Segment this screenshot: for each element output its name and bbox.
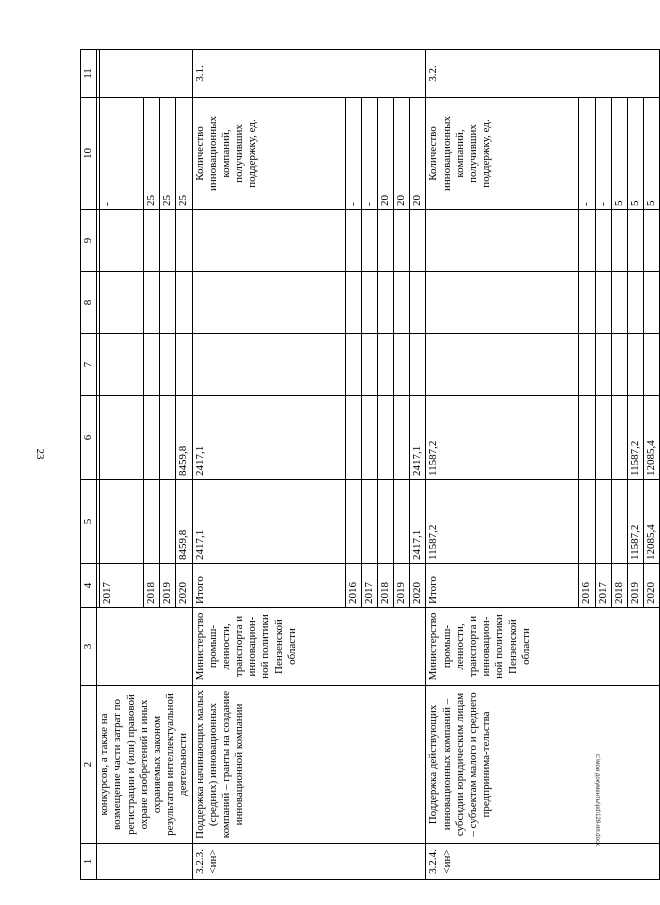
value-cell-6 bbox=[100, 396, 144, 480]
value-cell-7 bbox=[394, 334, 410, 396]
value-cell-9 bbox=[410, 210, 426, 272]
indicator-name-cell: Количество инновационных компаний, получивших поддержку, ед. bbox=[192, 98, 345, 210]
header-cell: 3 bbox=[81, 608, 97, 686]
year-cell: 2016 bbox=[345, 564, 361, 608]
item-name-cell: Поддержка действующих инновационных компаний – субсидии юридическим лицам – субъектам малого и среднего предпринима-тельства bbox=[426, 686, 660, 844]
year-cell: 2019 bbox=[628, 564, 644, 608]
value-cell-9 bbox=[345, 210, 361, 272]
value-cell-9 bbox=[628, 210, 644, 272]
value-cell-5 bbox=[611, 480, 627, 564]
total-value-cell-5: 2417,1 bbox=[192, 480, 345, 564]
value-cell-7 bbox=[611, 334, 627, 396]
value-cell-8 bbox=[579, 272, 595, 334]
value-cell-7 bbox=[410, 334, 426, 396]
value-cell-8 bbox=[345, 272, 361, 334]
value-cell-7 bbox=[176, 334, 192, 396]
header-cell: 7 bbox=[81, 334, 97, 396]
value-cell-8 bbox=[176, 272, 192, 334]
year-cell: 2018 bbox=[611, 564, 627, 608]
value-cell-5: 11587,2 bbox=[628, 480, 644, 564]
value-cell-7 bbox=[628, 334, 644, 396]
value-cell-5 bbox=[361, 480, 377, 564]
value-cell-6 bbox=[611, 396, 627, 480]
indicator-value-cell: - bbox=[100, 98, 144, 210]
indicator-value-cell: 20 bbox=[394, 98, 410, 210]
year-cell: 2017 bbox=[100, 564, 144, 608]
indicator-value-cell: 20 bbox=[377, 98, 393, 210]
page-number: 23 bbox=[34, 448, 46, 460]
value-cell-9 bbox=[100, 210, 144, 272]
value-cell-6: 8459,8 bbox=[176, 396, 192, 480]
value-cell-8 bbox=[394, 272, 410, 334]
value-cell-7 bbox=[100, 334, 144, 396]
ref-cell bbox=[100, 50, 192, 98]
value-cell-5 bbox=[377, 480, 393, 564]
value-cell-6 bbox=[361, 396, 377, 480]
value-cell-5 bbox=[345, 480, 361, 564]
value-cell-9 bbox=[644, 210, 660, 272]
header-cell: 11 bbox=[81, 50, 97, 98]
item-tag: <ин> bbox=[206, 849, 219, 874]
value-cell-7 bbox=[160, 334, 176, 396]
value-cell-8 bbox=[100, 272, 144, 334]
value-cell-8 bbox=[361, 272, 377, 334]
year-cell: 2019 bbox=[160, 564, 176, 608]
total-label-cell: Итого bbox=[426, 564, 579, 608]
total-value-cell-6: 11587,2 bbox=[426, 396, 579, 480]
indicator-value-cell: 25 bbox=[143, 98, 159, 210]
program-table bbox=[80, 49, 660, 880]
value-cell-6: 2417,1 bbox=[410, 396, 426, 480]
value-cell-8 bbox=[192, 272, 345, 334]
total-value-cell-6: 2417,1 bbox=[192, 396, 345, 480]
value-cell-5 bbox=[595, 480, 611, 564]
value-cell-7 bbox=[345, 334, 361, 396]
year-cell: 2016 bbox=[579, 564, 595, 608]
value-cell-8 bbox=[644, 272, 660, 334]
header-cell: 6 bbox=[81, 396, 97, 480]
item-executor-cell: Министерство промыш-ленности, транспорта и инновацион-ной политики Пензенской области bbox=[426, 608, 660, 686]
header-cell: 8 bbox=[81, 272, 97, 334]
value-cell-7 bbox=[377, 334, 393, 396]
value-cell-6 bbox=[143, 396, 159, 480]
value-cell-7 bbox=[192, 334, 345, 396]
value-cell-5 bbox=[394, 480, 410, 564]
item-name-cell: Поддержка начинающих малых (средних) инновационных компаний – гранты на создание инновационной компании bbox=[192, 686, 426, 844]
value-cell-9 bbox=[192, 210, 345, 272]
value-cell-5 bbox=[579, 480, 595, 564]
value-cell-5: 2417,1 bbox=[410, 480, 426, 564]
num-cell bbox=[97, 844, 192, 880]
total-label-cell: Итого bbox=[192, 564, 345, 608]
value-cell-6 bbox=[595, 396, 611, 480]
item-number-cell bbox=[426, 844, 660, 880]
value-cell-9 bbox=[394, 210, 410, 272]
item-total-row bbox=[192, 50, 345, 880]
value-cell-8 bbox=[628, 272, 644, 334]
value-cell-5 bbox=[143, 480, 159, 564]
value-cell-6 bbox=[345, 396, 361, 480]
indicator-value-cell: 25 bbox=[176, 98, 192, 210]
value-cell-9 bbox=[176, 210, 192, 272]
indicator-value-cell: 5 bbox=[628, 98, 644, 210]
indicator-value-cell: 20 bbox=[410, 98, 426, 210]
total-value-cell-5: 11587,2 bbox=[426, 480, 579, 564]
value-cell-8 bbox=[611, 272, 627, 334]
value-cell-9 bbox=[377, 210, 393, 272]
value-cell-8 bbox=[410, 272, 426, 334]
year-cell: 2020 bbox=[644, 564, 660, 608]
indicator-value-cell: 25 bbox=[160, 98, 176, 210]
indicator-value-cell: 5 bbox=[611, 98, 627, 210]
value-cell-7 bbox=[143, 334, 159, 396]
value-cell-7 bbox=[595, 334, 611, 396]
year-cell: 2017 bbox=[595, 564, 611, 608]
name-cell: конкурсов, а также на возмещение части затрат по регистрации и (или) правовой охране изобретений и иных охраняемых законом результатов интеллектуальной деятельности bbox=[97, 686, 192, 844]
value-cell-6 bbox=[394, 396, 410, 480]
header-cell: 9 bbox=[81, 210, 97, 272]
item-number-cell bbox=[192, 844, 426, 880]
item-total-row bbox=[426, 50, 579, 880]
indicator-value-cell: - bbox=[345, 98, 361, 210]
indicator-value-cell: - bbox=[361, 98, 377, 210]
value-cell-7 bbox=[644, 334, 660, 396]
ref-cell: 3.1. bbox=[192, 50, 426, 98]
year-cell: 2017 bbox=[361, 564, 377, 608]
value-cell-6 bbox=[160, 396, 176, 480]
indicator-value-cell: 5 bbox=[644, 98, 660, 210]
value-cell-9 bbox=[361, 210, 377, 272]
header-cell: 4 bbox=[81, 564, 97, 608]
item-number: 3.2.3. bbox=[193, 849, 206, 874]
header-cell: 10 bbox=[81, 98, 97, 210]
ref-cell: 3.2. bbox=[426, 50, 660, 98]
value-cell-7 bbox=[426, 334, 579, 396]
value-cell-5 bbox=[100, 480, 144, 564]
year-cell: 2020 bbox=[176, 564, 192, 608]
value-cell-5 bbox=[160, 480, 176, 564]
value-cell-9 bbox=[611, 210, 627, 272]
value-cell-7 bbox=[361, 334, 377, 396]
value-cell-5: 8459,8 bbox=[176, 480, 192, 564]
indicator-name-cell: Количество инновационных компаний, получивших поддержку, ед. bbox=[426, 98, 579, 210]
indicator-value-cell: - bbox=[579, 98, 595, 210]
year-cell: 2020 bbox=[410, 564, 426, 608]
value-cell-9 bbox=[143, 210, 159, 272]
item-number: 3.2.4. bbox=[427, 849, 440, 874]
header-cell: 5 bbox=[81, 480, 97, 564]
value-cell-5: 12085,4 bbox=[644, 480, 660, 564]
header-cell: 1 bbox=[81, 844, 97, 880]
value-cell-9 bbox=[160, 210, 176, 272]
value-cell-9 bbox=[579, 210, 595, 272]
value-cell-8 bbox=[377, 272, 393, 334]
year-cell: 2019 bbox=[394, 564, 410, 608]
value-cell-8 bbox=[160, 272, 176, 334]
value-cell-6: 12085,4 bbox=[644, 396, 660, 480]
value-cell-6: 11587,2 bbox=[628, 396, 644, 480]
header-cell: 2 bbox=[81, 686, 97, 844]
value-cell-6 bbox=[579, 396, 595, 480]
executor-cell bbox=[97, 608, 192, 686]
value-cell-8 bbox=[595, 272, 611, 334]
value-cell-8 bbox=[143, 272, 159, 334]
item-executor-cell: Министерство промыш-ленности, транспорта и инновацион-ной политики Пензенской области bbox=[192, 608, 426, 686]
year-cell: 2018 bbox=[377, 564, 393, 608]
file-path-footer: c:\мои документы\pd\128-пп.docx bbox=[594, 754, 600, 846]
value-cell-6 bbox=[377, 396, 393, 480]
value-cell-9 bbox=[426, 210, 579, 272]
value-cell-8 bbox=[426, 272, 579, 334]
year-cell: 2018 bbox=[143, 564, 159, 608]
item-tag: <ин> bbox=[440, 849, 453, 874]
value-cell-7 bbox=[579, 334, 595, 396]
header-row bbox=[81, 50, 97, 880]
indicator-value-cell: - bbox=[595, 98, 611, 210]
value-cell-9 bbox=[595, 210, 611, 272]
